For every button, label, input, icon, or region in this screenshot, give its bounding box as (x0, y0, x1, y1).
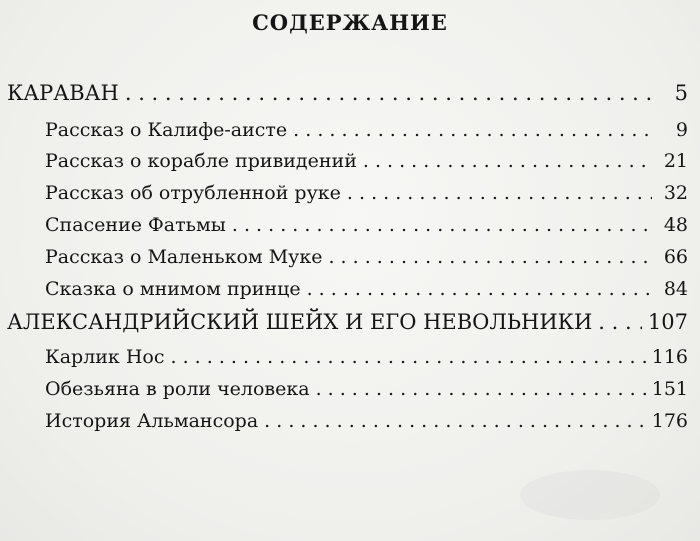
dot-leader (598, 310, 642, 334)
toc-entry (45, 410, 688, 442)
toc-entry-page: 116 (651, 346, 688, 368)
dot-leader (328, 246, 652, 268)
toc-entry-title: История Альмансора (45, 410, 259, 432)
paper-smudge (520, 470, 660, 520)
toc-entry-page: 151 (651, 378, 688, 400)
toc-entry-page: 66 (663, 246, 688, 268)
toc-entry-title: Рассказ о Калифе-аисте (45, 119, 288, 141)
dot-leader (363, 150, 652, 172)
contents-heading: СОДЕРЖАНИЕ (252, 10, 448, 35)
toc-entry-title: Карлик Нос (45, 346, 165, 368)
toc-entry (45, 346, 688, 378)
toc-entry-page: 21 (663, 150, 688, 172)
toc-entry-title: Рассказ о Маленьком Муке (45, 246, 323, 268)
toc-entry-page: 176 (651, 410, 688, 432)
dot-leader (347, 182, 652, 204)
dot-leader (232, 214, 652, 236)
toc-entry-page: 84 (663, 278, 688, 300)
toc-entry-title: Рассказ о корабле привидений (45, 150, 357, 172)
toc-entry-title: АЛЕКСАНДРИЙСКИЙ ШЕЙХ И ЕГО НЕВОЛЬНИКИ (7, 310, 593, 334)
dot-leader (264, 410, 646, 432)
toc-entry (45, 150, 688, 182)
toc-entry-title: Сказка о мнимом принце (45, 278, 301, 300)
dot-leader (307, 278, 652, 300)
toc-entry-page: 5 (674, 81, 688, 105)
toc-entry-page: 48 (663, 214, 688, 236)
toc-entry (45, 378, 688, 410)
toc-entry (45, 214, 688, 246)
toc-entry (7, 310, 688, 342)
toc-entry-title: КАРАВАН (7, 81, 119, 105)
toc-entry-title: Спасение Фатьмы (45, 214, 226, 236)
toc-entry (45, 246, 688, 278)
toc-entry (45, 119, 688, 151)
dot-leader (171, 346, 646, 368)
dot-leader (293, 119, 652, 141)
toc-entry-title: Обезьяна в роли человека (45, 378, 310, 400)
toc-entry-page: 9 (675, 119, 688, 141)
toc-entry-page: 32 (663, 182, 688, 204)
toc-entry (7, 81, 688, 113)
dot-leader (125, 81, 652, 105)
dot-leader (316, 378, 646, 400)
toc-entry-title: Рассказ об отрубленной руке (45, 182, 341, 204)
toc-entry-page: 107 (647, 310, 688, 334)
toc-entry (45, 278, 688, 310)
toc-entry (45, 182, 688, 214)
